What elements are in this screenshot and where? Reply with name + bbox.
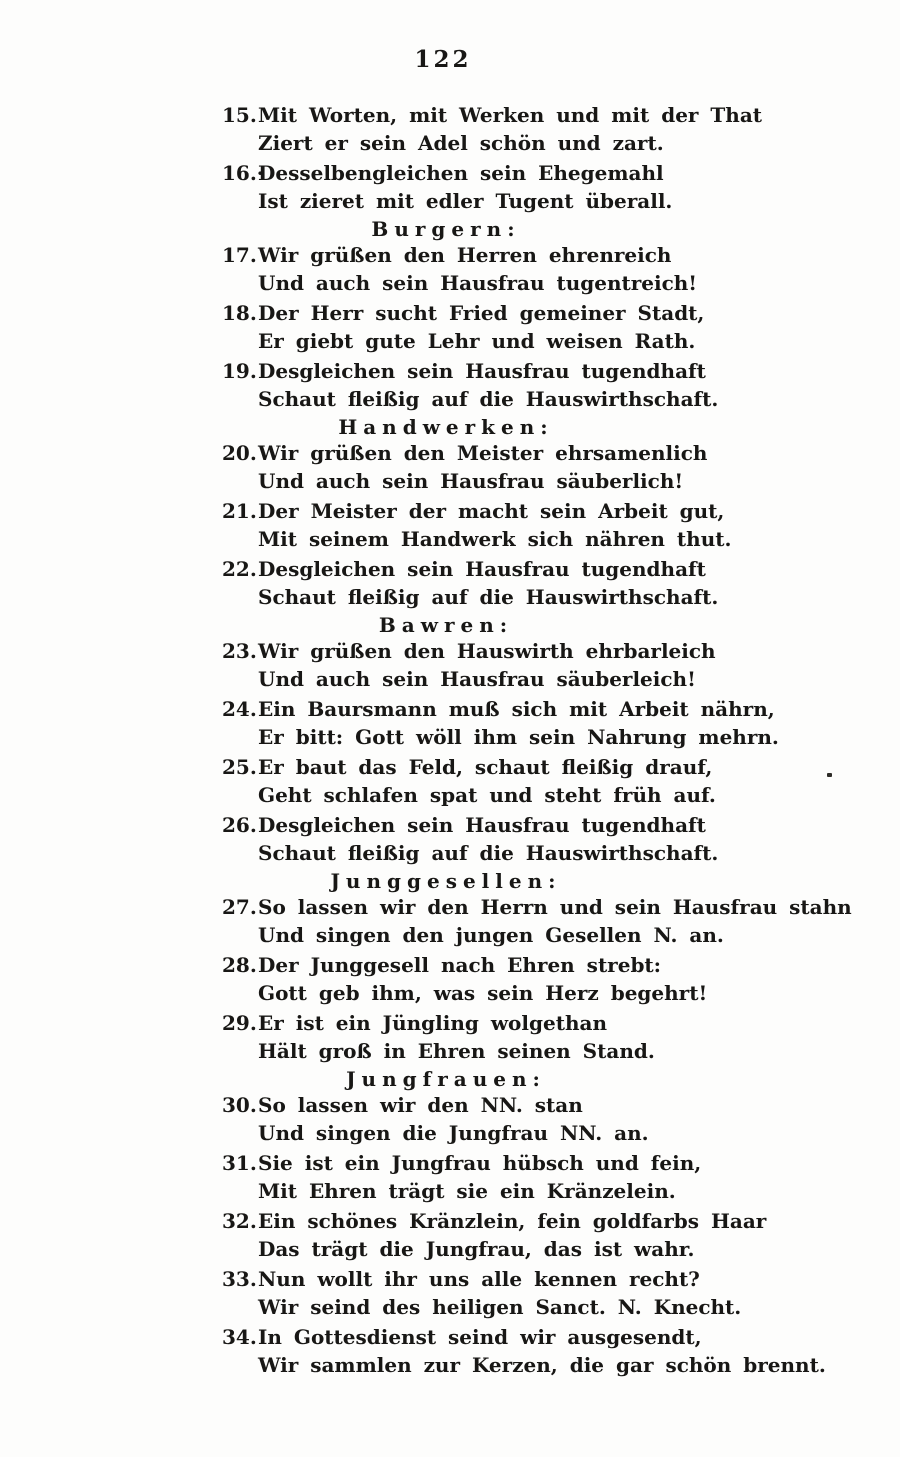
verse-number: 28. — [222, 953, 257, 977]
verse-line: Wir grüßen den Herren ehrenreich — [258, 243, 672, 267]
verse-number: 20. — [222, 441, 257, 465]
verse-line: Desgleichen sein Hausfrau tugendhaft — [258, 359, 706, 383]
verse-number: 27. — [222, 895, 257, 919]
verse-line: Und singen den jungen Gesellen N. an. — [258, 923, 724, 947]
verse-line: Er giebt gute Lehr und weisen Rath. — [258, 329, 696, 353]
verse-line: Ist zieret mit edler Tugent überall. — [258, 189, 673, 213]
verse-line: Ein schönes Kränzlein, fein goldfarbs Haar — [258, 1209, 767, 1233]
verse — [222, 101, 763, 157]
verse-line: Nun wollt ihr uns alle kennen recht? — [258, 1267, 700, 1291]
verse-number: 24. — [222, 697, 257, 721]
verse — [222, 753, 746, 809]
verse-line: Geht schlafen spat und steht früh auf. — [258, 783, 716, 807]
verse-line: Desgleichen sein Hausfrau tugendhaft — [258, 557, 706, 581]
verse-number: 22. — [222, 557, 257, 581]
ink-speck — [827, 773, 832, 777]
verse — [222, 357, 746, 413]
verse — [222, 1323, 826, 1379]
verse-line: Und auch sein Hausfrau säuberleich! — [258, 667, 696, 691]
section-heading: Jungfrauen: — [346, 1067, 546, 1091]
verse-line: Ziert er sein Adel schön und zart. — [258, 131, 664, 155]
section-heading: Bawren: — [378, 613, 514, 637]
verse-line: So lassen wir den Herrn und sein Hausfrau stahn — [258, 895, 852, 919]
verse-line: Desselbengleichen sein Ehegemahl — [258, 161, 664, 185]
verse-number: 34. — [222, 1325, 257, 1349]
verse — [222, 1091, 746, 1147]
verse — [222, 695, 779, 751]
verse-number: 26. — [222, 813, 257, 837]
verse-number: 18. — [222, 301, 257, 325]
page-number: 122 — [414, 46, 472, 73]
verse — [222, 555, 746, 611]
verse — [222, 299, 746, 355]
section-heading: Handwerken: — [338, 415, 554, 439]
verse-line: Und singen die Jungfrau NN. an. — [258, 1121, 649, 1145]
verse-line: Mit Ehren trägt sie ein Kränzelein. — [258, 1179, 676, 1203]
verse-line: Er bitt: Gott wöll ihm sein Nahrung mehrn. — [258, 725, 779, 749]
verse — [222, 159, 746, 215]
text-block — [222, 101, 852, 1381]
verse-line: Wir grüßen den Meister ehrsamenlich — [258, 441, 708, 465]
verse-line: So lassen wir den NN. stan — [258, 1093, 583, 1117]
verse — [222, 439, 746, 495]
verse — [222, 497, 746, 553]
verse-number: 33. — [222, 1267, 257, 1291]
verse-line: Hält groß in Ehren seinen Stand. — [258, 1039, 655, 1063]
verse-line: Mit seinem Handwerk sich nähren thut. — [258, 527, 732, 551]
verse-line: Schaut fleißig auf die Hauswirthschaft. — [258, 841, 719, 865]
verse-line: Sie ist ein Jungfrau hübsch und fein, — [258, 1151, 702, 1175]
verse — [222, 893, 852, 949]
verse-line: Gott geb ihm, was sein Herz begehrt! — [258, 981, 708, 1005]
verse-number: 15. — [222, 103, 257, 127]
verse-line: Wir grüßen den Hauswirth ehrbarleich — [258, 639, 716, 663]
verse-number: 16.· — [222, 161, 264, 185]
verse-number: 19. — [222, 359, 257, 383]
verse — [222, 637, 746, 693]
verse — [222, 241, 746, 297]
verse-number: 30. — [222, 1093, 257, 1117]
verse-number: 17. — [222, 243, 257, 267]
verse-number: 31. — [222, 1151, 257, 1175]
verse-line: Schaut fleißig auf die Hauswirthschaft. — [258, 387, 719, 411]
section-heading: Junggesellen: — [330, 869, 562, 893]
verse-line: Schaut fleißig auf die Hauswirthschaft. — [258, 585, 719, 609]
verse-line: Der Junggesell nach Ehren strebt: — [258, 953, 662, 977]
verse-line: Er baut das Feld, schaut fleißig drauf, — [258, 755, 713, 779]
verse-number: 32. — [222, 1209, 257, 1233]
verse — [222, 811, 746, 867]
verse — [222, 1265, 746, 1321]
section-heading: Burgern: — [371, 217, 521, 241]
verse-line: Und auch sein Hausfrau tugentreich! — [258, 271, 698, 295]
verse-line: Das trägt die Jungfrau, das ist wahr. — [258, 1237, 695, 1261]
verse — [222, 1149, 746, 1205]
verse-line: Der Herr sucht Fried gemeiner Stadt, — [258, 301, 705, 325]
verse-line: Der Meister der macht sein Arbeit gut, — [258, 499, 725, 523]
verse-line: Und auch sein Hausfrau säuberlich! — [258, 469, 684, 493]
verse-number: 29. — [222, 1011, 257, 1035]
verse-line: Er ist ein Jüngling wolgethan — [258, 1011, 607, 1035]
verse-line: Ein Baursmann muß sich mit Arbeit nährn, — [258, 697, 775, 721]
verse-line: Wir seind des heiligen Sanct. N. Knecht. — [258, 1295, 742, 1319]
verse — [222, 1207, 767, 1263]
verse-number: 21. — [222, 499, 257, 523]
verse-number: 25. — [222, 755, 257, 779]
verse-line: Desgleichen sein Hausfrau tugendhaft — [258, 813, 706, 837]
verse — [222, 951, 746, 1007]
verse-number: 23. — [222, 639, 257, 663]
verse — [222, 1009, 746, 1065]
verse-line: Mit Worten, mit Werken und mit der That — [258, 103, 763, 127]
verse-line: Wir sammlen zur Kerzen, die gar schön brennt. — [258, 1353, 826, 1377]
verse-line: In Gottesdienst seind wir ausgesendt, — [258, 1325, 702, 1349]
